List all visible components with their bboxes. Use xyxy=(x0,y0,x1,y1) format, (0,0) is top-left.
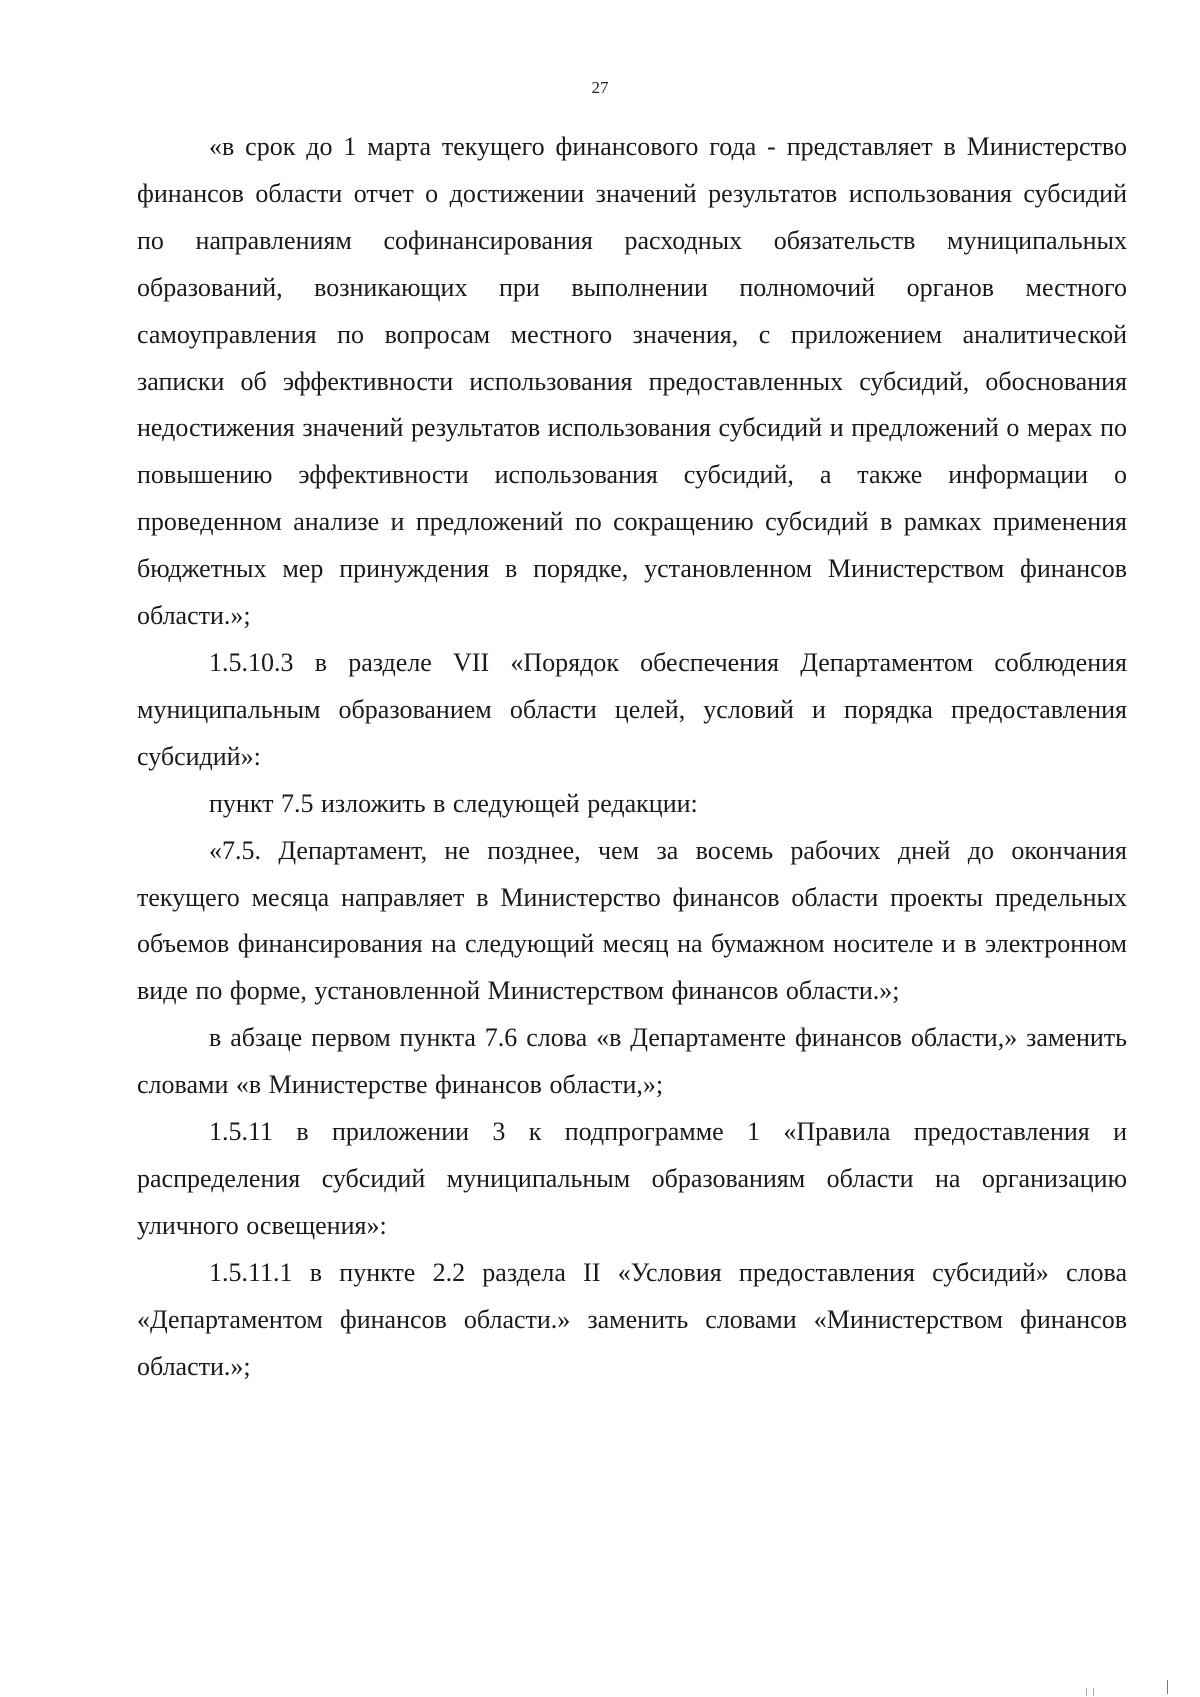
page-number: 27 xyxy=(591,78,609,97)
paragraph-item-2-2: 1.5.11.1 в пункте 2.2 раздела II «Условия предоставления субсидий» слова «Департаментом финансов области.» заменить словами «Министерством финансов области.»; xyxy=(137,1257,1127,1381)
scan-edge-mark xyxy=(1093,1688,1094,1696)
scan-edge-mark xyxy=(1167,1680,1168,1694)
scan-edge-mark xyxy=(1086,1688,1087,1696)
paragraph-item-7-5-text: «7.5. Департамент, не позднее, чем за восемь рабочих дней до окончания текущего месяца направляет в Министерство финансов области проекты предельных объемов финансирования на следующий месяц на бумажном носителе и в электронном виде по форме, установленной Министерством финансов области.»; xyxy=(137,835,1127,1006)
paragraph-section-vii: 1.5.10.3 в разделе VII «Порядок обеспечения Департаментом соблюдения муниципальным образованием области целей, условий и порядка предоставления субсидий»: xyxy=(137,647,1127,771)
paragraph-item-7-6: в абзаце первом пункта 7.6 слова «в Департаменте финансов области,» заменить словами «в Министерстве финансов области,»; xyxy=(137,1023,1127,1100)
paragraph-item-7-5-intro: пункт 7.5 изложить в следующей редакции: xyxy=(209,788,698,818)
paragraph-appendix-3: 1.5.11 в приложении 3 к подпрограмме 1 «Правила предоставления и распределения субсидий муниципальным образованиям области на организацию уличного освещения»: xyxy=(137,1117,1127,1240)
paragraph-report-deadline: «в срок до 1 марта текущего финансового года - представляет в Министерство финансов области отчет о достижении значений результатов использования субсидий по направлениям софинансирования расходных обязательств муниципальных образований, возникающих при выполнении полномочий органов местного самоуправления по вопросам местного значения, с приложением аналитической записки об эффективности использования предоставленных субсидий, обоснования недостижения значений результатов использования субсидий и предложений о мерах по повышению эффективности использования субсидий, а также информации о проведенном анализе и предложений по сокращению субсидий в рамках применения бюджетных мер принуждения в порядке, установленном Министерством финансов области.»; xyxy=(137,132,1127,631)
document-body xyxy=(137,124,1127,1390)
